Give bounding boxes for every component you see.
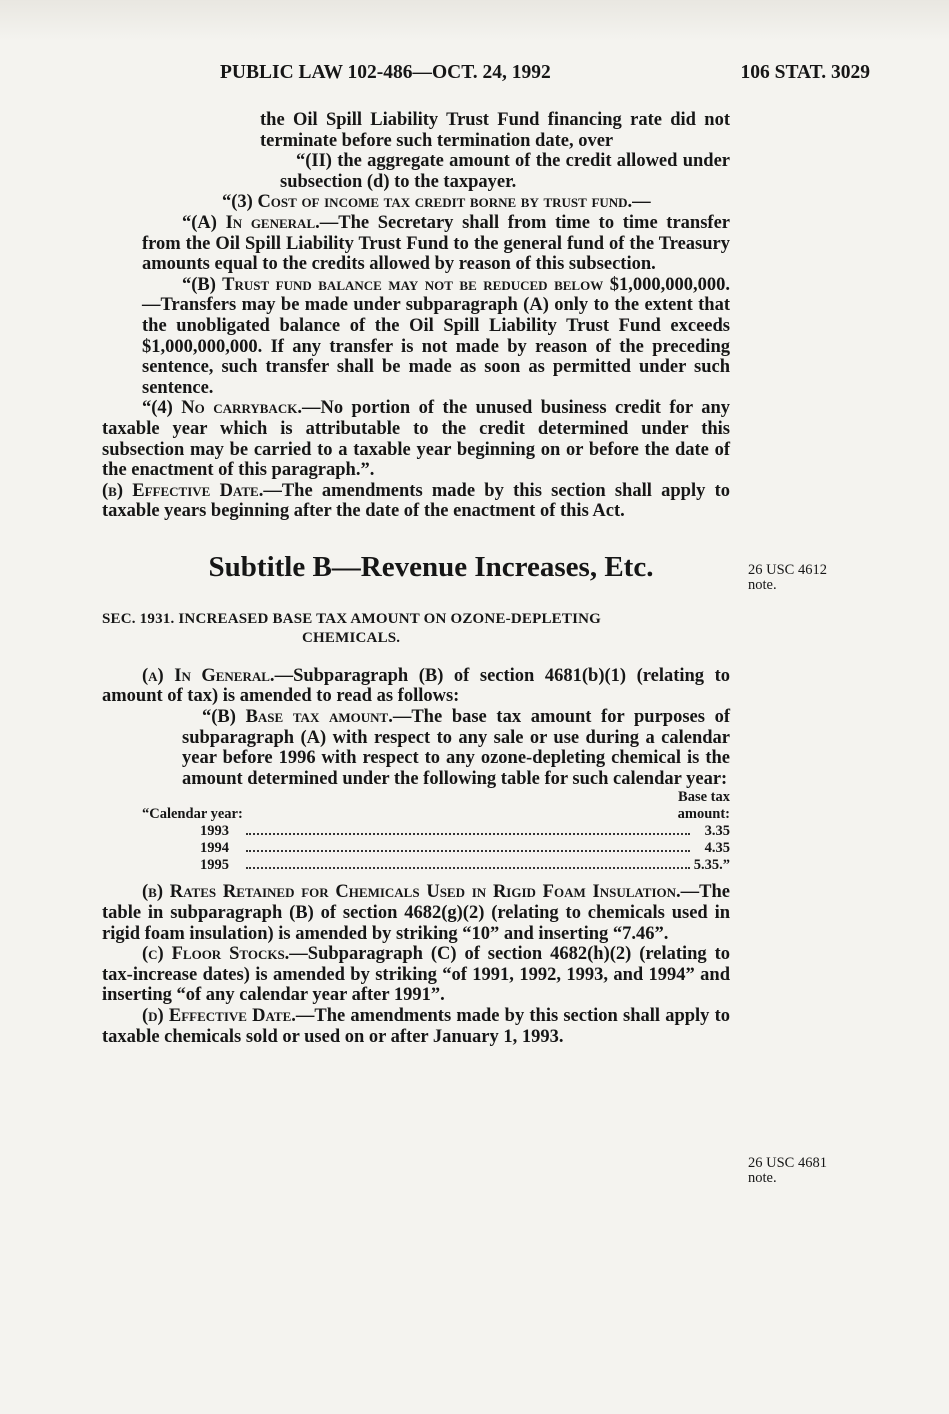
paragraph-text: —Transfers may be made under subparagraph (A) only to the extent that the unobligated balance of the Oil Spill Liability Trust Fund exceeds $1,000,000,000. If any transfer is not made by reason of the preceding sentence, such transfer shall be made as soon as permitted under such sentence. [142,295,730,398]
paragraph-text: —The Secretary shall from time to time transfer from the Oil Spill Liability Trust Fund to the general fund of the Treasury amounts equal to the credits allowed by reason of this subsection. [142,212,730,275]
header-title: PUBLIC LAW 102-486—OCT. 24, 1992 [220,62,551,83]
col-amount-line2: amount: [677,806,730,823]
paragraph [102,1006,730,1047]
dot-leader [246,867,690,869]
paragraph-heading: (c) Floor Stocks. [142,944,290,965]
paragraph-text: —Subparagraph (B) of section 4681(b)(1) (relating to amount of tax) is amended to read as follows: [102,665,730,707]
paragraph [102,481,730,522]
section-label-cont: CHEMICALS. [302,629,401,646]
paragraph-heading: (b) Effective Date. [102,480,264,501]
margin-note [748,1156,827,1186]
margin-note-ref: 26 USC 4681 [748,1155,827,1171]
table-row [142,823,730,840]
paragraph [102,707,730,789]
section-heading [102,610,730,648]
table-col-year: “Calendar year: [142,806,243,823]
paragraph [102,944,730,1006]
page-top-edge [0,0,949,40]
paragraph-heading: (a) In General. [142,665,275,686]
paragraph-heading: “(A) In general. [182,212,320,233]
paragraph-text: —The amendments made by this section shall apply to taxable chemicals sold or used on or after January 1, 1993. [102,1006,731,1047]
paragraph: “(II) the aggregate amount of the credit allowed under subsection (d) to the taxpayer. [280,151,730,192]
paragraph-text: —The amendments made by this section shall apply to taxable years beginning after the date of the enactment of this Act. [102,480,731,522]
paragraph: the Oil Spill Liability Trust Fund financing rate did not terminate before such termination date, over [260,110,730,151]
table-year: 1993 [200,823,229,840]
dot-leader [246,833,690,835]
margin-note [748,563,827,593]
paragraph-heading [102,192,730,213]
paragraph-heading: “(B) Trust fund balance may not be reduced below $1,000,000,000. [182,274,730,295]
section-label: SEC. 1931. INCREASED BASE TAX AMOUNT ON OZONE-DEPLETING [102,610,602,627]
paragraph-text: —The table in subparagraph (B) of section 4682(g)(2) (relating to chemicals used in rigid foam insulation) is amended by striking “10” and inserting “7.46”. [102,882,730,944]
margin-note-suffix: note. [748,577,777,593]
margin-note-suffix: note. [748,1170,777,1186]
page-header [102,62,870,88]
subtitle-heading: Subtitle B—Revenue Increases, Etc. [208,550,654,583]
header-stat: 106 STAT. 3029 [740,62,870,83]
paragraph-heading: “(4) No carryback. [142,398,302,419]
table-col-amount [678,789,730,823]
table-amount: 3.35 [704,823,730,840]
paragraph [102,666,730,707]
paragraph [102,275,730,399]
paragraph [102,398,730,480]
table-amount: 5.35.” [693,857,730,874]
paragraph-text: —No portion of the unused business credit for any taxable year which is attributable to the credit determined under this subsection may be carried to a taxable year beginning on or before the date of the enactment of this paragraph.”. [102,398,730,481]
paragraph-text: —The base tax amount for purposes of subparagraph (A) with respect to any sale or use during a calendar year before 1996 with respect to any ozone-depleting chemical is the amount determined under the following table for such calendar year: [182,707,730,789]
heading-text: “(3) Cost of income tax credit borne by trust fund.— [222,192,651,213]
paragraph-text: —Subparagraph (C) of section 4682(h)(2) (relating to tax-increase dates) is amended by striking “of 1991, 1992, 1993, and 1994” and inserting “of any calendar year after 1991”. [102,944,731,1006]
table-header [142,789,730,823]
paragraph [102,882,730,944]
table-year: 1994 [200,840,229,857]
paragraph-heading: (b) Rates Retained for Chemicals Used in Rigid Foam Insulation. [142,882,681,903]
table-year: 1995 [200,857,229,874]
dot-leader [246,850,690,852]
table-row [142,857,730,874]
paragraph-heading: “(B) Base tax amount. [202,707,393,728]
table-row [142,840,730,857]
col-amount-line1: Base tax [678,789,730,806]
paragraph [102,213,730,275]
document-body [102,110,730,1047]
table-amount: 4.35 [704,840,730,857]
base-tax-table [142,789,730,874]
paragraph-heading: (d) Effective Date. [142,1006,296,1026]
margin-note-ref: 26 USC 4612 [748,562,827,578]
